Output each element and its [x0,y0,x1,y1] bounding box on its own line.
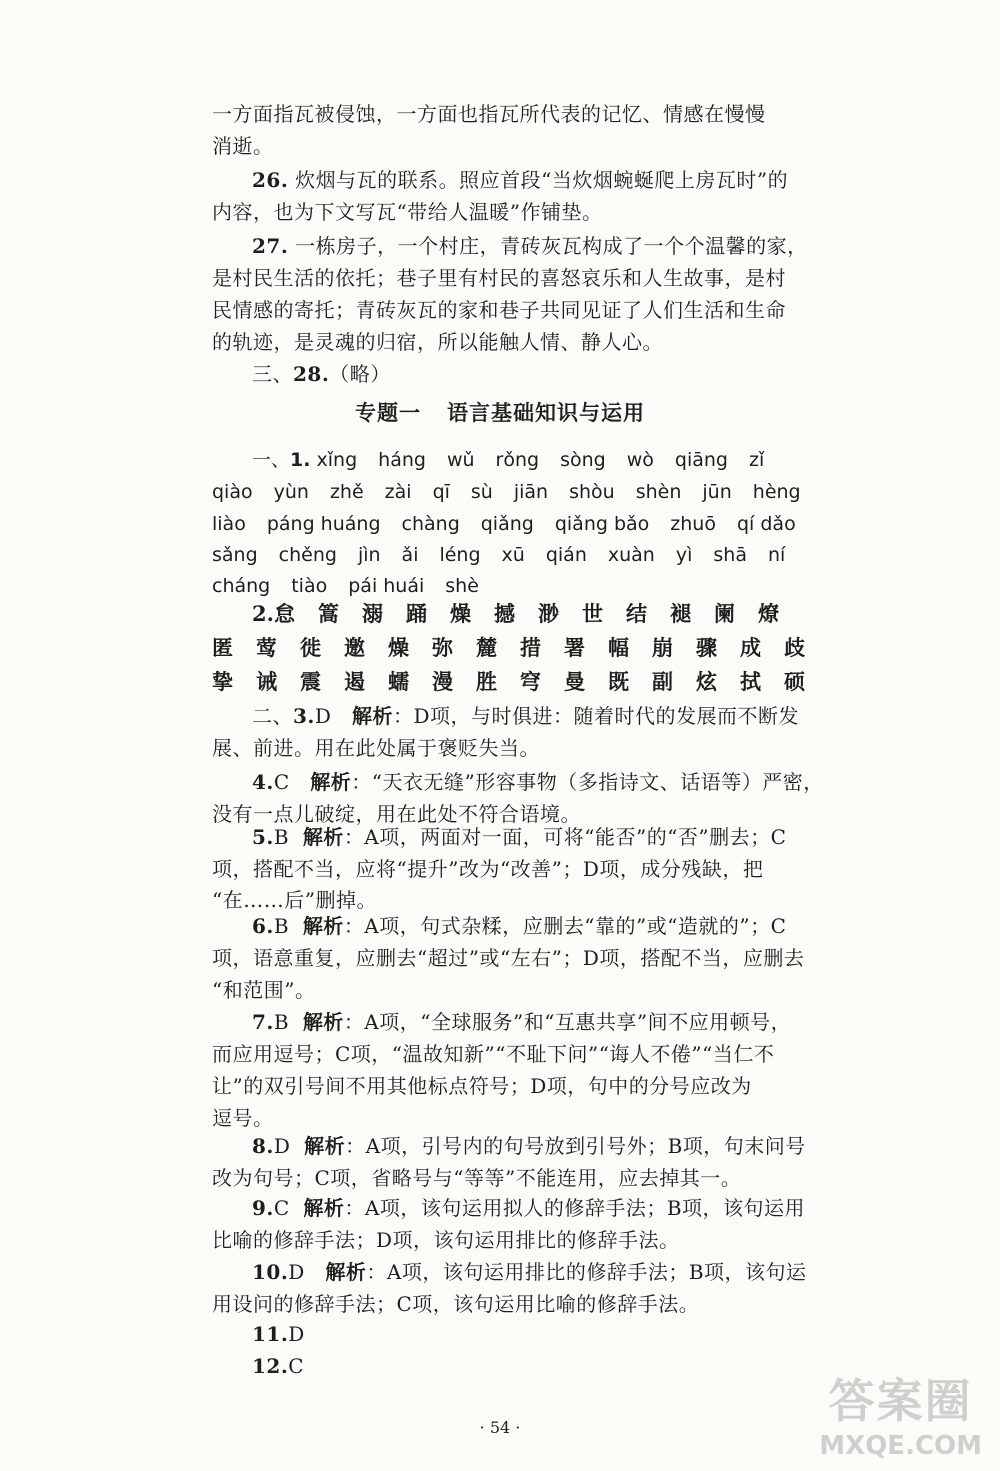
question-number: 28. [293,362,330,386]
pinyin-word: xū [501,544,525,566]
answer-28 [212,358,802,390]
question-number: 9. [252,1196,274,1220]
text-line: 项，搭配不当，应将“提升”改为“改善”；D项，成分残缺，把 [212,857,764,881]
question-number: 3. [293,704,315,728]
answer-choice: B [273,914,290,938]
answer-character: 诫 [256,669,277,694]
answer-26 [212,164,802,196]
answer-27 [212,230,808,262]
answer-character: 莺 [256,635,277,660]
answer-6 [212,910,802,942]
question-number: 1. [290,449,311,471]
pinyin-word: rǒng [495,449,540,471]
answer-choice: B [273,825,290,849]
text-line: 而应用逗号；C项，“温故知新”“不耻下问”“诲人不倦”“当仁不 [212,1042,775,1066]
pinyin-word: yì [675,544,693,566]
answer-choice: D [288,1322,305,1346]
question-number: 6. [252,914,274,938]
answer-12 [212,1350,802,1382]
analysis-label: 解析 [302,825,344,849]
q1-pinyin-row [212,540,802,572]
pinyin-word: jìn [357,544,381,566]
section-prefix: 二、 [252,704,293,728]
answer-text: ：D项，与时俱进：随着时代的发展而不断发 [393,704,800,728]
answer-character: 署 [564,635,585,660]
answer-choice: D [288,1260,305,1284]
question-number: 11. [252,1322,289,1346]
q1-pinyin-row [212,509,802,541]
pinyin-word: shòu [569,481,615,503]
pinyin-word: shè [445,575,479,597]
answer-character: 怠 [273,601,295,626]
answer-character: 燥 [388,635,409,660]
pinyin-word: qī [432,481,450,503]
pinyin-word: zhě [329,481,364,503]
answer-character: 崩 [652,635,673,660]
answer-character: 燥 [449,601,471,626]
text-line: “和范围”。 [212,978,316,1002]
answer-text: ：A项，“全球服务”和“互惠共享”间不应用顿号， [343,1010,792,1034]
pinyin-word: jūn [702,481,732,503]
pinyin-word: háng [378,449,426,471]
answer-character: 阑 [713,601,735,626]
answer-5 [212,821,802,853]
text-line: 一方面指瓦被侵蚀，一方面也指瓦所代表的记忆、情感在慢慢 [212,102,766,126]
answer-8 [212,1130,806,1162]
watermark-en: MXQE.COM [819,1431,982,1461]
section-title-b: 语言基础知识与运用 [447,401,645,425]
text-line: 比喻的修辞手法；D项，该句运用排比的修辞手法。 [212,1228,680,1252]
analysis-label: 解析 [352,704,394,728]
answer-text: ：A项，引号内的句号放到引号外；B项，句末问号 [345,1134,806,1158]
question-number: 7. [252,1010,274,1034]
section-prefix: 三、 [252,362,293,386]
analysis-label: 解析 [303,1196,345,1220]
question-number: 4. [252,770,274,794]
pinyin-word: jiān [513,481,549,503]
answer-choice: D [273,1134,291,1158]
section-prefix: 一、 [252,449,291,471]
pinyin-word: yùn [273,481,309,503]
answer-character: 骤 [696,635,717,660]
text-line: 逗号。 [212,1106,274,1130]
answer-character: 歧 [784,635,805,660]
answer-character: 撼 [493,601,515,626]
q2-chars-row [212,597,802,631]
analysis-label: 解析 [304,1134,346,1158]
page-number: · 54 · [479,1418,521,1437]
answer-character: 燎 [757,601,779,626]
pinyin-word: wǔ [446,449,475,471]
answer-character: 踊 [405,601,427,626]
answer-choice: C [288,1354,305,1378]
question-number: 2. [252,601,274,626]
answer-text: （略） [329,362,391,386]
text-line: “在……后”删掉。 [212,888,377,912]
answer-character: 结 [625,601,647,626]
answer-10 [212,1256,807,1288]
question-number: 26. [252,168,289,192]
q2-chars-row [212,665,805,699]
answer-character: 拭 [740,669,761,694]
answer-text: ：A项，句式杂糅，应删去“靠的”或“造就的”；C [343,914,787,938]
answer-choice: B [273,1010,290,1034]
text-line: 民情感的寄托；青砖灰瓦的家和巷子共同见证了人们生活和生命 [212,298,786,322]
pinyin-word: sòng [560,449,606,471]
q1-pinyin-row [212,445,802,477]
answer-character: 既 [608,669,629,694]
pinyin-word: shā [713,544,747,566]
pinyin-word: qiào [212,481,253,503]
answer-7 [212,1006,802,1038]
answer-character: 渺 [537,601,559,626]
answer-text: 炊烟与瓦的联系。照应首段“当炊烟蜿蜒爬上房瓦时”的 [295,168,789,192]
q1-pinyin-row [212,477,802,509]
answer-character: 挚 [212,669,233,694]
pinyin-word: páng huáng [266,513,381,535]
answer-character: 蠕 [388,669,409,694]
answer-choice: C [273,1196,290,1220]
q2-chars-row [212,631,805,665]
answer-character: 副 [652,669,673,694]
text-line: 是村民生活的依托；巷子里有村民的喜怒哀乐和人生故事，是村 [212,266,786,290]
pinyin-word: zǐ [749,449,765,471]
pinyin-word: wò [626,449,654,471]
text-line: 展、前进。用在此处属于褒贬失当。 [212,736,540,760]
pinyin-word: shèn [635,481,682,503]
pinyin-word: chěng [278,544,337,566]
section-title [0,397,1000,427]
text-line: 的轨迹，是灵魂的归宿，所以能触人情、静人心。 [212,330,663,354]
answer-character: 措 [520,635,541,660]
answer-9 [212,1192,806,1224]
answer-choice: D [314,704,332,728]
pinyin-word: tiào [291,575,328,597]
pinyin-word: pái huái [348,575,425,597]
answer-character: 匿 [212,635,233,660]
answer-character: 成 [740,635,761,660]
text-line: 用设问的修辞手法；C项，该句运用比喻的修辞手法。 [212,1292,700,1316]
question-number: 27. [252,234,289,258]
pinyin-word: qí dǎo [736,513,796,535]
answer-character: 篙 [317,601,339,626]
answer-character: 幅 [608,635,629,660]
answer-character: 弥 [432,635,453,660]
answer-character: 世 [581,601,603,626]
answer-character: 震 [300,669,321,694]
answer-text: ：“天衣无缝”形容事物（多指诗文、话语等）严密， [351,770,824,794]
answer-character: 穹 [520,669,541,694]
answer-character: 麓 [476,635,497,660]
answer-choice: C [273,770,290,794]
pinyin-word: xǐng [316,449,358,471]
pinyin-word: cháng [212,575,271,597]
question-number: 10. [252,1260,289,1284]
pinyin-word: hèng [752,481,801,503]
answer-4 [212,766,824,798]
answer-character: 炫 [696,669,717,694]
pinyin-word: sù [470,481,493,503]
answer-character: 曼 [564,669,585,694]
pinyin-word: qiāng [674,449,728,471]
watermark [819,1365,982,1461]
text-line: 项，语意重复，应删去“超过”或“左右”；D项，搭配不当，应删去 [212,946,805,970]
answer-3 [212,700,802,732]
text-line: 改为句号；C项，省略号与“等等”不能连用，应去掉其一。 [212,1166,742,1190]
answer-text: ：A项，两面对一面，可将“能否”的“否”删去；C [343,825,787,849]
pinyin-word: qián [545,544,587,566]
analysis-label: 解析 [302,1010,344,1034]
answer-character: 遏 [344,669,365,694]
pinyin-word: qiǎng bǎo [554,513,650,535]
question-number: 8. [252,1134,274,1158]
question-number: 5. [252,825,274,849]
pinyin-word: qiǎng [480,513,534,535]
section-title-a: 专题一 [355,401,421,425]
pinyin-word: zhuō [670,513,716,535]
watermark-cn: 答案圈 [828,1374,973,1428]
answer-text: 一栋房子，一个村庄，青砖灰瓦构成了一个个温馨的家， [295,234,808,258]
pinyin-word: sǎng [212,544,258,566]
pinyin-word: xuàn [607,544,655,566]
pinyin-word: ǎi [401,544,419,566]
answer-text: ：A项，该句运用拟人的修辞手法；B项，该句运用 [344,1196,806,1220]
answer-character: 胜 [476,669,497,694]
text-line: 内容，也为下文写瓦“带给人温暖”作铺垫。 [212,200,603,224]
analysis-label: 解析 [310,770,352,794]
pinyin-word: liào [212,513,246,535]
answer-character: 邀 [344,635,365,660]
answer-character: 徙 [300,635,321,660]
answer-text: ：A项，该句运用排比的修辞手法；B项，该句运 [366,1260,807,1284]
pinyin-word: léng [439,544,481,566]
text-line: 没有一点儿破绽，用在此处不符合语境。 [212,802,581,826]
answer-character: 溺 [361,601,383,626]
analysis-label: 解析 [302,914,344,938]
answer-character: 硕 [784,669,805,694]
answer-character: 漫 [432,669,453,694]
question-number: 12. [252,1354,289,1378]
text-line: 消逝。 [212,134,274,158]
pinyin-word: zài [384,481,412,503]
answer-11 [212,1318,802,1350]
pinyin-word: chàng [401,513,460,535]
pinyin-word: ní [767,544,786,566]
text-line: 让”的双引号间不用其他标点符号；D项，句中的分号应改为 [212,1074,752,1098]
analysis-label: 解析 [325,1260,367,1284]
answer-character: 褪 [669,601,691,626]
